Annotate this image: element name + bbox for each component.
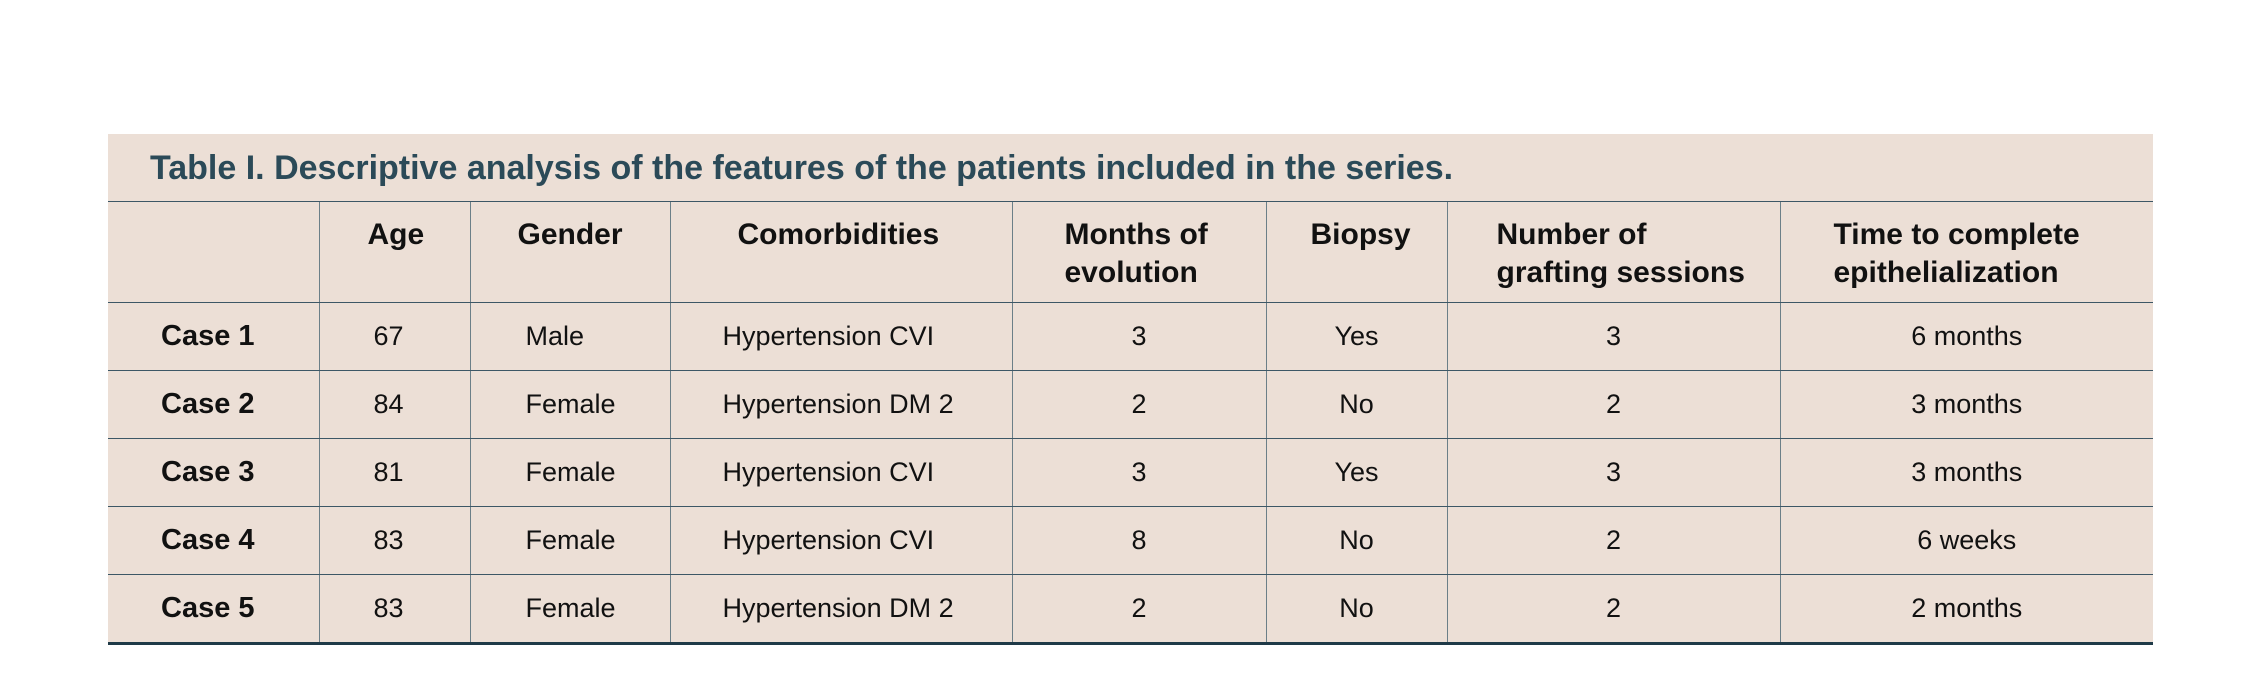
grafting-cell: 3 <box>1447 302 1780 370</box>
header-comorbidities: Comorbidities <box>670 202 1012 302</box>
grafting-cell: 2 <box>1447 506 1780 574</box>
grafting-cell: 2 <box>1447 574 1780 642</box>
months-cell: 2 <box>1012 370 1266 438</box>
months-cell: 3 <box>1012 302 1266 370</box>
header-gender: Gender <box>470 202 670 302</box>
header-months-of-evolution <box>1012 202 1266 302</box>
header-months-line2: evolution <box>1064 256 1198 289</box>
header-age: Age <box>319 202 470 302</box>
time-cell: 3 months <box>1780 438 2153 506</box>
header-grafting-line2: grafting sessions <box>1496 256 1745 289</box>
table-row <box>108 370 2153 438</box>
table-row <box>108 302 2153 370</box>
comorbidities-cell: Hypertension CVI <box>670 506 1012 574</box>
data-table <box>108 202 2153 642</box>
months-cell: 8 <box>1012 506 1266 574</box>
case-label: Case 5 <box>108 574 319 642</box>
age-cell: 67 <box>319 302 470 370</box>
table-row <box>108 506 2153 574</box>
grafting-cell: 3 <box>1447 438 1780 506</box>
biopsy-cell: Yes <box>1266 438 1447 506</box>
header-time-line2: epithelialization <box>1833 256 2059 289</box>
age-cell: 83 <box>319 506 470 574</box>
header-months-line1: Months of <box>1064 218 1208 251</box>
biopsy-cell: No <box>1266 370 1447 438</box>
case-label: Case 2 <box>108 370 319 438</box>
header-biopsy: Biopsy <box>1266 202 1447 302</box>
header-time-to-epithelialization <box>1780 202 2153 302</box>
gender-cell: Female <box>470 574 670 642</box>
case-label: Case 1 <box>108 302 319 370</box>
table-row <box>108 438 2153 506</box>
time-cell: 3 months <box>1780 370 2153 438</box>
biopsy-cell: Yes <box>1266 302 1447 370</box>
comorbidities-cell: Hypertension DM 2 <box>670 370 1012 438</box>
gender-cell: Female <box>470 506 670 574</box>
gender-cell: Male <box>470 302 670 370</box>
header-blank <box>108 202 319 302</box>
table-row <box>108 574 2153 642</box>
biopsy-cell: No <box>1266 506 1447 574</box>
patient-features-table <box>108 134 2153 645</box>
age-cell: 83 <box>319 574 470 642</box>
comorbidities-cell: Hypertension DM 2 <box>670 574 1012 642</box>
time-cell: 6 weeks <box>1780 506 2153 574</box>
grafting-cell: 2 <box>1447 370 1780 438</box>
header-row <box>108 202 2153 302</box>
header-time-line1: Time to complete <box>1833 218 2080 251</box>
case-label: Case 3 <box>108 438 319 506</box>
header-grafting-line1: Number of <box>1496 218 1647 251</box>
biopsy-cell: No <box>1266 574 1447 642</box>
gender-cell: Female <box>470 438 670 506</box>
header-grafting-sessions <box>1447 202 1780 302</box>
table-caption: Table I. Descriptive analysis of the features of the patients included in the series. <box>108 134 2153 202</box>
age-cell: 84 <box>319 370 470 438</box>
months-cell: 2 <box>1012 574 1266 642</box>
comorbidities-cell: Hypertension CVI <box>670 302 1012 370</box>
age-cell: 81 <box>319 438 470 506</box>
time-cell: 2 months <box>1911 593 2023 623</box>
case-label: Case 4 <box>108 506 319 574</box>
comorbidities-cell: Hypertension CVI <box>670 438 1012 506</box>
gender-cell: Female <box>470 370 670 438</box>
time-cell: 6 months <box>1780 302 2153 370</box>
months-cell: 3 <box>1012 438 1266 506</box>
